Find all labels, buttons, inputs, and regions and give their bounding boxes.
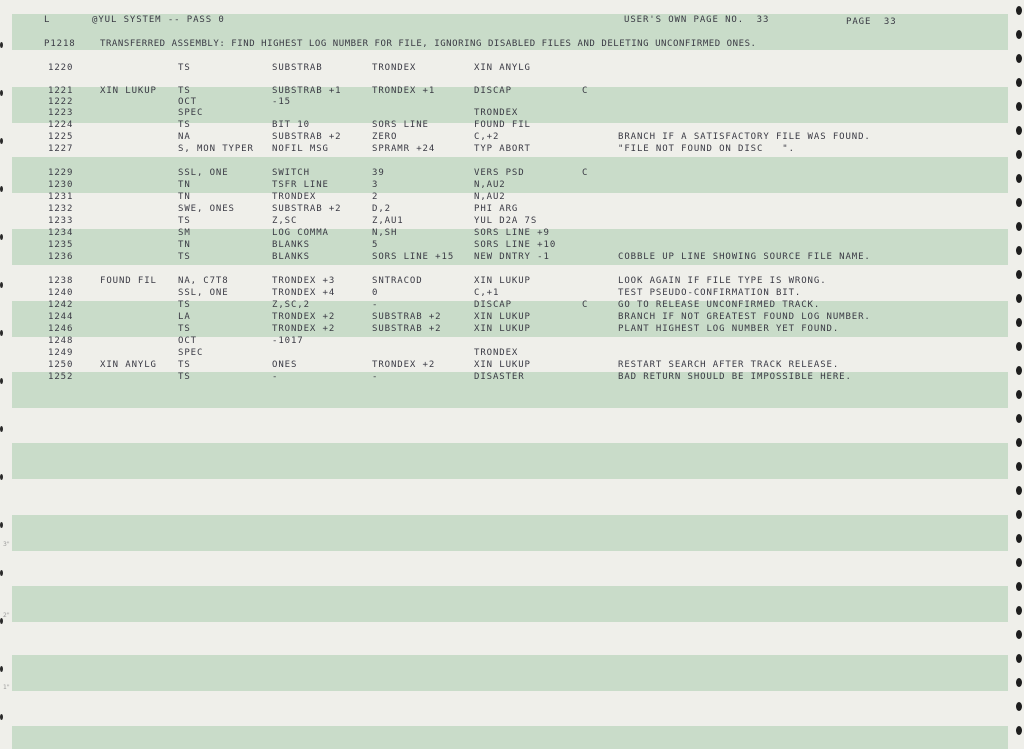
listing-row	[0, 120, 1010, 131]
cell-num: 1244	[48, 312, 74, 322]
cell-flag: C	[582, 300, 589, 310]
cell-op: TS	[178, 86, 191, 96]
feed-hole	[1016, 606, 1022, 615]
cell-a2: 2	[372, 192, 379, 202]
cell-num: 1252	[48, 372, 74, 382]
listing-row	[0, 300, 1010, 311]
cell-a3: XIN LUKUP	[474, 276, 531, 286]
cell-op: NA	[178, 132, 191, 142]
listing-row	[0, 288, 1010, 299]
feed-hole	[1016, 630, 1022, 639]
feed-hole	[1016, 246, 1022, 255]
cell-op: TS	[178, 216, 191, 226]
feed-hole	[1016, 342, 1022, 351]
feed-hole	[1016, 438, 1022, 447]
cell-a3: XIN LUKUP	[474, 360, 531, 370]
cell-a2: SUBSTRAB +2	[372, 324, 442, 334]
listing-row	[0, 360, 1010, 371]
cell-a3: C,+2	[474, 132, 500, 142]
cell-op: NA, C7T8	[178, 276, 229, 286]
feed-hole	[1016, 582, 1022, 591]
cell-op: TS	[178, 120, 191, 130]
cell-a1: BLANKS	[272, 252, 310, 262]
cell-a1: Z,SC	[272, 216, 298, 226]
cell-num: 1233	[48, 216, 74, 226]
cell-op: S, MON TYPER	[178, 144, 254, 154]
left-edge-mark	[0, 570, 3, 576]
cell-label: XIN LUKUP	[100, 86, 157, 96]
cell-num: 1240	[48, 288, 74, 298]
feed-hole	[1016, 294, 1022, 303]
cell-op: LA	[178, 312, 191, 322]
listing-row	[0, 204, 1010, 215]
cell-a1: SUBSTRAB +2	[272, 132, 342, 142]
cell-a1: ONES	[272, 360, 298, 370]
cell-a2: N,SH	[372, 228, 398, 238]
header-left-letter: L	[44, 15, 51, 25]
cell-a3: DISCAP	[474, 300, 512, 310]
cell-op: TN	[178, 240, 191, 250]
cell-a3: NEW DNTRY -1	[474, 252, 550, 262]
cell-a3: FOUND FIL	[474, 120, 531, 130]
cell-a1: BIT 10	[272, 120, 310, 130]
cell-flag: C	[582, 86, 589, 96]
section-title: TRANSFERRED ASSEMBLY: FIND HIGHEST LOG NUMBER FOR FILE, IGNORING DISABLED FILES AND DELETING UNCONFIRMED ONES.	[100, 39, 757, 49]
cell-a1: SUBSTRAB	[272, 63, 323, 73]
listing-row	[0, 240, 1010, 251]
left-edge-mark	[0, 474, 3, 480]
cell-num: 1246	[48, 324, 74, 334]
cell-num: 1229	[48, 168, 74, 178]
margin-mark-3in: 3"	[3, 541, 10, 548]
cell-num: 1236	[48, 252, 74, 262]
feed-hole	[1016, 270, 1022, 279]
cell-num: 1238	[48, 276, 74, 286]
listing-row	[0, 372, 1010, 383]
margin-mark-1in: 1"	[3, 684, 10, 691]
cell-num: 1249	[48, 348, 74, 358]
feed-hole	[1016, 462, 1022, 471]
listing-row	[0, 336, 1010, 347]
cell-num: 1231	[48, 192, 74, 202]
cell-a1: TRONDEX +3	[272, 276, 336, 286]
cell-a3: DISASTER	[474, 372, 525, 382]
listing-row	[0, 168, 1010, 179]
cell-a2: TRONDEX	[372, 63, 417, 73]
green-band	[12, 586, 1008, 622]
cell-a1: Z,SC,2	[272, 300, 310, 310]
cell-a2: TRONDEX +1	[372, 86, 436, 96]
listing-row	[0, 108, 1010, 119]
feed-hole	[1016, 6, 1022, 15]
cell-num: 1223	[48, 108, 74, 118]
green-band	[12, 515, 1008, 551]
cell-a2: SORS LINE +15	[372, 252, 455, 262]
feed-hole	[1016, 534, 1022, 543]
cell-op: TN	[178, 180, 191, 190]
feed-hole	[1016, 222, 1022, 231]
feed-hole	[1016, 30, 1022, 39]
cell-a1: -15	[272, 97, 291, 107]
listing-row	[0, 192, 1010, 203]
cell-comment: COBBLE UP LINE SHOWING SOURCE FILE NAME.	[618, 252, 871, 262]
program-id: P1218	[44, 39, 76, 49]
cell-op: SPEC	[178, 108, 204, 118]
cell-num: 1242	[48, 300, 74, 310]
feed-hole	[1016, 654, 1022, 663]
listing-row	[0, 324, 1010, 335]
cell-a2: SPRAMR +24	[372, 144, 436, 154]
cell-op: SSL, ONE	[178, 288, 229, 298]
left-edge-mark	[0, 522, 3, 528]
cell-a3: SORS LINE +10	[474, 240, 557, 250]
cell-a3: XIN LUKUP	[474, 312, 531, 322]
listing-row	[0, 86, 1010, 97]
listing-row	[0, 144, 1010, 155]
cell-a1: TRONDEX +2	[272, 312, 336, 322]
listing-row	[0, 216, 1010, 227]
cell-num: 1230	[48, 180, 74, 190]
cell-num: 1234	[48, 228, 74, 238]
cell-num: 1227	[48, 144, 74, 154]
cell-a2: -	[372, 372, 379, 382]
cell-label: XIN ANYLG	[100, 360, 157, 370]
feed-hole	[1016, 558, 1022, 567]
green-band	[12, 726, 1008, 749]
cell-op: SWE, ONES	[178, 204, 235, 214]
cell-a1: TRONDEX +4	[272, 288, 336, 298]
cell-op: TS	[178, 300, 191, 310]
cell-a1: BLANKS	[272, 240, 310, 250]
cell-a3: YUL D2A 7S	[474, 216, 538, 226]
cell-op: SSL, ONE	[178, 168, 229, 178]
listing-row	[0, 63, 1010, 74]
cell-a1: TSFR LINE	[272, 180, 329, 190]
cell-a1: -	[272, 372, 279, 382]
cell-comment: BAD RETURN SHOULD BE IMPOSSIBLE HERE.	[618, 372, 852, 382]
cell-a2: SNTRACOD	[372, 276, 423, 286]
cell-a2: 39	[372, 168, 385, 178]
cell-comment: TEST PSEUDO-CONFIRMATION BIT.	[618, 288, 802, 298]
feed-hole	[1016, 678, 1022, 687]
feed-hole	[1016, 726, 1022, 735]
listing-row	[0, 97, 1010, 108]
margin-mark-2in: 2"	[3, 612, 10, 619]
cell-a2: 3	[372, 180, 379, 190]
feed-hole	[1016, 486, 1022, 495]
cell-op: TS	[178, 324, 191, 334]
cell-a3: DISCAP	[474, 86, 512, 96]
cell-a3: XIN ANYLG	[474, 63, 531, 73]
cell-a2: SORS LINE	[372, 120, 429, 130]
cell-comment: GO TO RELEASE UNCONFIRMED TRACK.	[618, 300, 821, 310]
cell-a3: TRONDEX	[474, 348, 519, 358]
cell-op: OCT	[178, 97, 197, 107]
cell-a2: D,2	[372, 204, 391, 214]
cell-a2: -	[372, 300, 379, 310]
cell-a3: XIN LUKUP	[474, 324, 531, 334]
cell-op: TS	[178, 360, 191, 370]
cell-num: 1248	[48, 336, 74, 346]
cell-a3: VERS PSD	[474, 168, 525, 178]
cell-comment: PLANT HIGHEST LOG NUMBER YET FOUND.	[618, 324, 840, 334]
cell-num: 1222	[48, 97, 74, 107]
cell-a3: SORS LINE +9	[474, 228, 550, 238]
cell-a1: -1017	[272, 336, 304, 346]
cell-a3: N,AU2	[474, 192, 506, 202]
left-edge-mark	[0, 42, 3, 48]
cell-a1: LOG COMMA	[272, 228, 329, 238]
cell-flag: C	[582, 168, 589, 178]
cell-a1: SUBSTRAB +2	[272, 204, 342, 214]
cell-num: 1224	[48, 120, 74, 130]
feed-hole	[1016, 702, 1022, 711]
header-users-page: USER'S OWN PAGE NO. 33	[624, 15, 770, 25]
cell-a2: 5	[372, 240, 379, 250]
header-system-title: @YUL SYSTEM -- PASS 0	[92, 15, 225, 25]
cell-comment: LOOK AGAIN IF FILE TYPE IS WRONG.	[618, 276, 827, 286]
feed-hole	[1016, 198, 1022, 207]
cell-label: FOUND FIL	[100, 276, 157, 286]
feed-hole	[1016, 390, 1022, 399]
cell-a2: Z,AU1	[372, 216, 404, 226]
cell-comment: "FILE NOT FOUND ON DISC ".	[618, 144, 795, 154]
cell-comment: RESTART SEARCH AFTER TRACK RELEASE.	[618, 360, 840, 370]
listing-row	[0, 228, 1010, 239]
green-band	[12, 443, 1008, 479]
feed-hole	[1016, 126, 1022, 135]
listing-row	[0, 180, 1010, 191]
feed-hole	[1016, 414, 1022, 423]
listing-row	[0, 312, 1010, 323]
cell-num: 1232	[48, 204, 74, 214]
cell-a1: TRONDEX	[272, 192, 317, 202]
cell-a2: SUBSTRAB +2	[372, 312, 442, 322]
cell-op: SM	[178, 228, 191, 238]
cell-a2: 0	[372, 288, 379, 298]
feed-hole	[1016, 102, 1022, 111]
green-band	[12, 655, 1008, 691]
cell-num: 1220	[48, 63, 74, 73]
feed-hole	[1016, 510, 1022, 519]
cell-a3: C,+1	[474, 288, 500, 298]
cell-a3: TYP ABORT	[474, 144, 531, 154]
feed-hole	[1016, 78, 1022, 87]
feed-hole	[1016, 54, 1022, 63]
cell-a1: SUBSTRAB +1	[272, 86, 342, 96]
feed-hole	[1016, 318, 1022, 327]
cell-a1: NOFIL MSG	[272, 144, 329, 154]
cell-a1: TRONDEX +2	[272, 324, 336, 334]
cell-comment: BRANCH IF NOT GREATEST FOUND LOG NUMBER.	[618, 312, 871, 322]
left-edge-mark	[0, 666, 3, 672]
header-page-number: PAGE 33	[846, 17, 897, 27]
cell-op: TS	[178, 63, 191, 73]
cell-num: 1225	[48, 132, 74, 142]
feed-hole	[1016, 150, 1022, 159]
cell-a3: PHI ARG	[474, 204, 519, 214]
feed-hole	[1016, 174, 1022, 183]
listing-row	[0, 348, 1010, 359]
cell-a3: N,AU2	[474, 180, 506, 190]
cell-op: TS	[178, 252, 191, 262]
listing-row	[0, 132, 1010, 143]
cell-op: TS	[178, 372, 191, 382]
cell-op: SPEC	[178, 348, 204, 358]
cell-op: OCT	[178, 336, 197, 346]
cell-num: 1235	[48, 240, 74, 250]
listing-row	[0, 276, 1010, 287]
cell-a3: TRONDEX	[474, 108, 519, 118]
cell-a1: SWITCH	[272, 168, 310, 178]
cell-comment: BRANCH IF A SATISFACTORY FILE WAS FOUND.	[618, 132, 871, 142]
left-edge-mark	[0, 426, 3, 432]
listing-row	[0, 252, 1010, 263]
cell-num: 1221	[48, 86, 74, 96]
cell-a2: ZERO	[372, 132, 398, 142]
left-edge-mark	[0, 714, 3, 720]
feed-hole	[1016, 366, 1022, 375]
cell-a2: TRONDEX +2	[372, 360, 436, 370]
cell-num: 1250	[48, 360, 74, 370]
cell-op: TN	[178, 192, 191, 202]
